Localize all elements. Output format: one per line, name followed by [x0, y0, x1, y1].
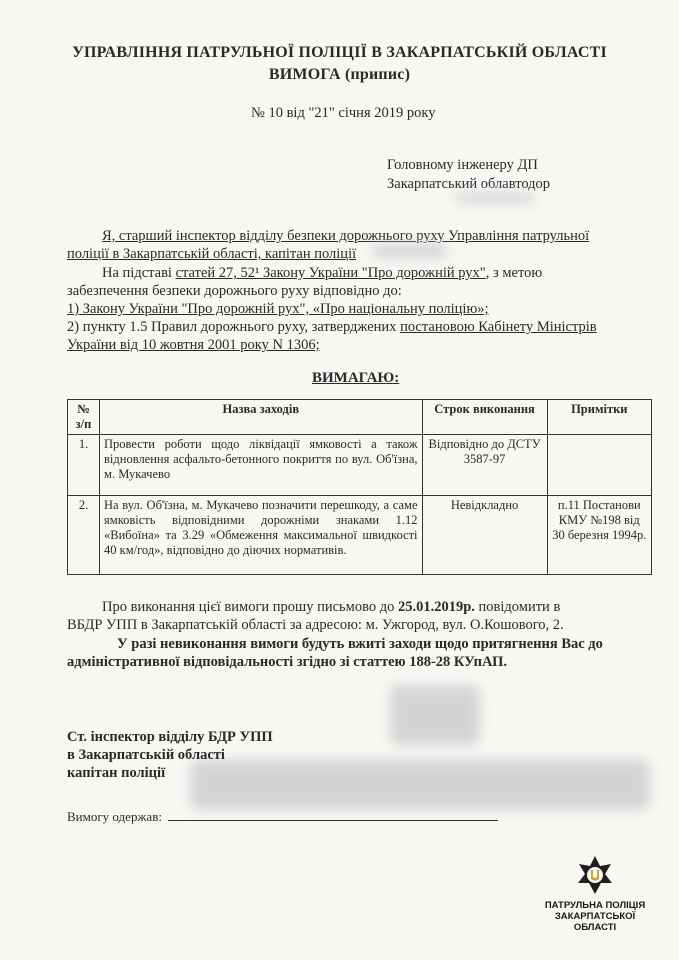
para2-line1-c: , з метою [485, 265, 543, 281]
received-signature-line [168, 820, 498, 821]
footer-warning-line2: адміністративної відповідальності згідно зі статтею 188-28 КУпАП. [67, 654, 507, 670]
law-reference: статей 27, 52¹ Закону України "Про дорожній рух" [175, 265, 486, 281]
logo-caption-line2: ЗАКАРПАТСЬКОЇ ОБЛАСТІ [554, 911, 636, 933]
row-action: На вул. Об'їзна, м. Мукачево позначити перешкоду, а саме ямковість відповідними дорожніми знаками 1.12 «Вибоїна» та 3.29 «Обмеження максимальної швидкості 40 км/год», відповідно до діючих нормативів. [100, 496, 422, 575]
footer-line1-a: Про виконання цієї вимоги прошу письмово до [102, 599, 398, 615]
row-deadline: Невідкладно [422, 496, 547, 575]
para2-line5: України від 10 жовтня 2001 року N 1306; [67, 337, 320, 353]
row-number: 1. [68, 435, 100, 496]
doc-type-title: ВИМОГА (припис) [268, 66, 411, 83]
demand-heading: ВИМАГАЮ: [312, 370, 400, 386]
para2-line2: забезпечення безпеки дорожнього руху відповідно до: [67, 283, 402, 299]
addressee-line2: Закарпатський облавтодор [387, 176, 551, 192]
received-label: Вимогу одержав: [67, 809, 162, 824]
logo-caption-line1: ПАТРУЛЬНА ПОЛІЦІЯ [544, 900, 646, 911]
table-row [68, 435, 652, 496]
header-number: № з/п [68, 400, 100, 435]
signature-title-line2: в Закарпатській області [67, 747, 225, 763]
header-notes: Примітки [547, 400, 651, 435]
footer-warning-line1: У разі невиконання вимоги будуть вжиті заходи щодо притягнення Вас до [117, 636, 603, 652]
redacted-name-area [190, 760, 650, 810]
redacted-name [372, 244, 447, 258]
row-note: п.11 Постанови КМУ №198 від 30 березня 1994р. [547, 496, 651, 575]
row-number: 2. [68, 496, 100, 575]
patrol-police-logo [535, 855, 655, 933]
para1-line2: поліції в Закарпатській області, капітан поліції [67, 246, 357, 262]
police-star-emblem-icon [575, 855, 615, 895]
table-row [68, 496, 652, 575]
requirements-table [67, 399, 652, 575]
signature-title-line3: капітан поліції [67, 765, 166, 781]
addressee-line1: Головному інженеру ДП [387, 157, 538, 173]
row-note [547, 435, 651, 496]
para2-line1-a: На підставі [102, 265, 176, 281]
header-deadline: Строк виконання [422, 400, 547, 435]
doc-number-date: № 10 від "21" січня 2019 року [251, 105, 436, 121]
footer-line1-c: повідомити в [474, 599, 561, 615]
signature-title-line1: Ст. інспектор відділу БДР УПП [67, 729, 273, 745]
resolution-reference: постановою Кабінету Міністрів [400, 319, 597, 335]
para2-line3: 1) Закону України "Про дорожній рух", «Про національну поліцію»; [67, 301, 489, 317]
redacted-signature [390, 685, 480, 745]
row-action: Провести роботи щодо ліквідації ямковості а також відновлення асфальто-бетонного покриття по вул. Об'їзна, м. Мукачево [100, 435, 422, 496]
para1-line1: Я, старший інспектор відділу безпеки дорожнього руху Управління патрульної [102, 228, 590, 244]
redacted-area [455, 193, 535, 203]
table-header-row [68, 400, 652, 435]
footer-line2: ВБДР УПП в Закарпатській області за адресою: м. Ужгород, вул. О.Кошового, 2. [67, 617, 564, 633]
row-deadline: Відповідно до ДСТУ 3587-97 [422, 435, 547, 496]
header-action: Назва заходів [100, 400, 422, 435]
org-title: УПРАВЛІННЯ ПАТРУЛЬНОЇ ПОЛІЦІЇ В ЗАКАРПАТСЬКІЙ ОБЛАСТІ [72, 44, 607, 61]
deadline-date: 25.01.2019р. [397, 599, 475, 615]
para2-line4-a: 2) пункту 1.5 Правил дорожнього руху, затверджених [67, 319, 401, 335]
